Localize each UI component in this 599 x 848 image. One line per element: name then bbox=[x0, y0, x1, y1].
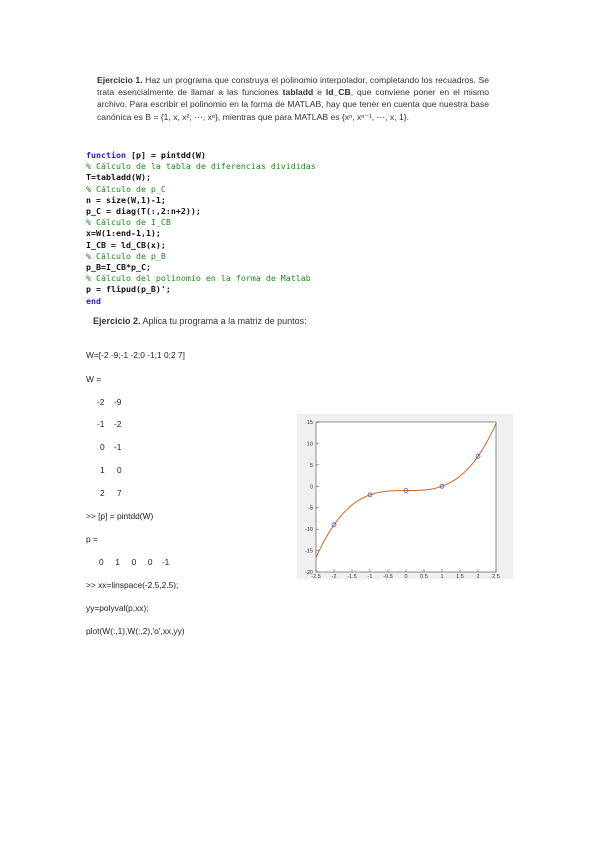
x-tick-label: 2 bbox=[476, 574, 480, 579]
y-tick-label: -15 bbox=[305, 548, 313, 555]
plot-area bbox=[316, 422, 496, 572]
code-line-5: x=W(1:end-1,1); bbox=[86, 228, 161, 239]
x-tick-label: -2 bbox=[331, 574, 337, 579]
x-tick-label: 1 bbox=[440, 574, 444, 579]
y-tick-label: 5 bbox=[309, 462, 313, 469]
code-line-3: n = size(W,1)-1; bbox=[86, 194, 166, 205]
code-line-1: [p] = pintdd(W) bbox=[125, 150, 206, 160]
x-tick-label: 2.5 bbox=[492, 574, 500, 579]
x-tick-label: 1.5 bbox=[456, 574, 464, 579]
x-tick-label: 0 bbox=[404, 574, 408, 579]
w-row-1-col-2: -9 bbox=[114, 397, 122, 407]
code-line-7: p_B=I_CB*p_C; bbox=[86, 262, 151, 273]
w-row-1-col-1: -2 bbox=[97, 397, 105, 407]
polyval-command: yy=polyval(p,xx); bbox=[86, 603, 149, 613]
pintdd-command: >> [p] = pintdd(W) bbox=[86, 511, 154, 521]
exercise-1-paragraph bbox=[97, 74, 489, 123]
w-row-2-col-1: -1 bbox=[97, 419, 105, 429]
x-tick-label: -1.5 bbox=[347, 574, 357, 579]
linspace-command: >> xx=linspace(-2.5,2.5); bbox=[86, 580, 179, 590]
matlab-code-listing bbox=[86, 150, 316, 307]
w-row-3-col-1: 0 bbox=[100, 442, 105, 452]
p-output-label: p = bbox=[86, 534, 98, 544]
keyword-function: function bbox=[86, 150, 126, 160]
exercise-1-heading: Ejercicio 1. bbox=[97, 75, 143, 85]
exercise-1-text-c: , que conviene poner en el mismo archivo. Para escribir el polinomio en la forma de MATLAB, hay que tener en cuenta que nuestra base canónica es B = {1, x, x², ⋯, xⁿ}, mientras que para MATLAB es {xⁿ, xⁿ⁻¹, ⋯, x, 1}. bbox=[97, 87, 489, 122]
y-tick-label: -20 bbox=[305, 570, 313, 576]
p-output-values: 0 1 0 0 -1 bbox=[99, 557, 170, 567]
exercise-1-text-a: Haz un programa que construya el polinomio interpolador, completando los recuadros. Se trata esencialmente de llamar a las funciones bbox=[97, 75, 489, 98]
y-tick-label: 10 bbox=[306, 441, 313, 448]
x-tick-label: -2.5 bbox=[311, 574, 321, 579]
code-comment-5: % Cálculo del polinomio en la forma de Matlab bbox=[86, 273, 311, 284]
y-tick-label: -10 bbox=[305, 527, 313, 534]
code-line-8: p = flipud(p_B)'; bbox=[86, 284, 171, 295]
code-comment-3: % Cálculo de I_CB bbox=[86, 217, 171, 228]
x-tick-label: -0.5 bbox=[383, 574, 393, 579]
w-row-5-col-1: 2 bbox=[100, 488, 105, 498]
code-line-6: I_CB = ld_CB(x); bbox=[86, 239, 166, 250]
exercise-2-paragraph bbox=[93, 316, 307, 326]
w-row-5-col-2: 7 bbox=[117, 488, 122, 498]
x-tick-label: 0.5 bbox=[420, 574, 428, 579]
keyword-end: end bbox=[86, 295, 101, 306]
plot-command: plot(W(:,1),W(:,2),'o',xx,yy) bbox=[86, 626, 185, 636]
y-tick-label: 15 bbox=[306, 420, 313, 426]
tabladd-function-name: tabladd bbox=[282, 87, 314, 98]
w-row-4-col-2: 0 bbox=[117, 465, 122, 475]
y-tick-label: 0 bbox=[309, 484, 313, 491]
x-tick-label: -1 bbox=[367, 574, 373, 579]
interpolation-plot bbox=[297, 414, 513, 579]
code-comment-1: % Cálculo de la tabla de diferencias divididas bbox=[86, 161, 316, 172]
exercise-2-text: Aplica tu programa a la matriz de puntos: bbox=[140, 316, 307, 326]
w-row-3-col-2: -1 bbox=[114, 442, 122, 452]
w-row-2-col-2: -2 bbox=[114, 419, 122, 429]
w-assignment-command: W=[-2 -9;-1 -2;0 -1;1 0;2 7] bbox=[86, 350, 185, 360]
w-row-4-col-1: 1 bbox=[100, 465, 105, 475]
exercise-2-heading: Ejercicio 2. bbox=[93, 316, 141, 326]
code-line-2: T=tabladd(W); bbox=[86, 172, 151, 183]
w-output-label: W = bbox=[86, 374, 102, 384]
exercise-1-text-b: e bbox=[313, 87, 326, 98]
code-comment-4: % Cálculo de p_B bbox=[86, 250, 166, 261]
ld-cb-function-name: ld_CB bbox=[325, 87, 351, 98]
code-line-4: p_C = diag(T(:,2:n+2)); bbox=[86, 206, 201, 217]
y-tick-label: -5 bbox=[308, 505, 313, 512]
code-comment-2: % Cálculo de p_C bbox=[86, 183, 166, 194]
